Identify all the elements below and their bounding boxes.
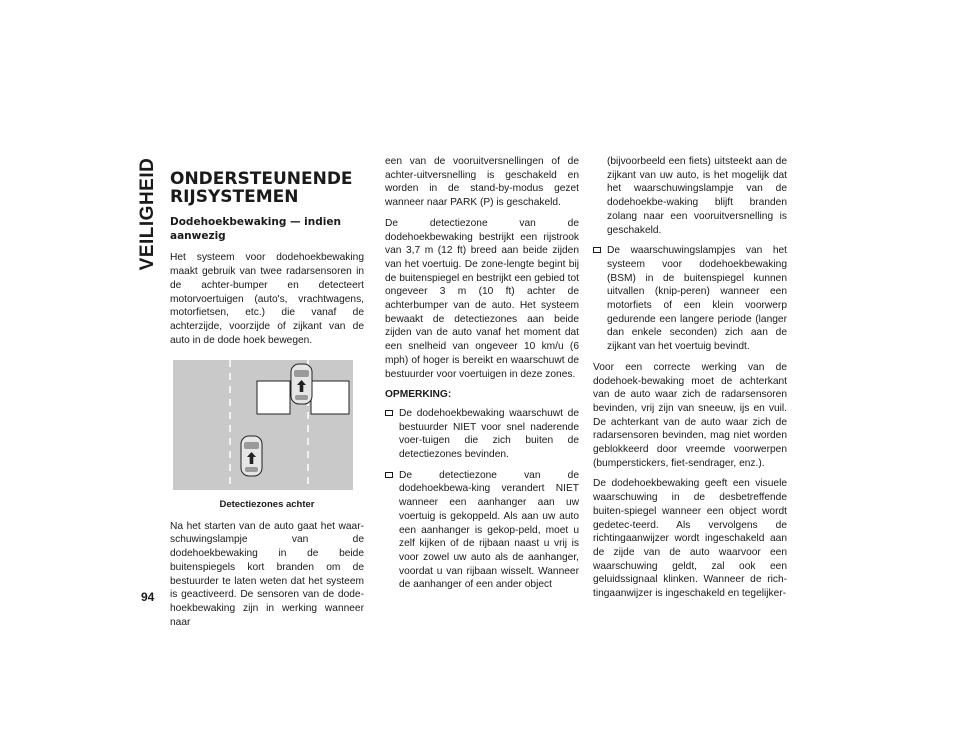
- list-item: [385, 469, 579, 592]
- paragraph: De dodehoekbewaking geeft een visuele waarschuwing in de desbetreffende buiten-spiegel wanneer een object wordt gedetec-teerd. Als vervolgens de richtingaanwijzer wordt ingeschakeld aan de zijde van de auto waarvoor een waarschuwing geldt, zal ook een geluidssignaal klinken. Wanneer de rich-tingaanwijzer is ingeschakeld en tegelijker-: [593, 478, 787, 600]
- list-item: [593, 244, 787, 354]
- paragraph: De detectiezone van de dodehoekbewaking bestrijkt een rijstrook van 3,7 m (12 ft) breed aan beide zijden van het voertuig. De zone-lengte begint bij de buitenspiegel en bestrijkt een gebied tot ongeveer 3 m (10 ft) achter de achterbumper van de auto. Het systeem bewaakt de detectiezones aan beide zijden van de auto vanaf het moment dat een snelheid van ongeveer 10 km/u (6 mph) of hoger is bereikt en waarschuwt de bestuurder voor voertuigen in deze zones.: [385, 217, 579, 380]
- section-side-tab-label: VEILIGHEID: [137, 157, 158, 271]
- car-top-view-icon: [241, 436, 262, 476]
- detection-zone-right: [311, 381, 349, 414]
- paragraph: Het systeem voor dodehoekbewaking maakt gebruik van twee radarsensoren in de achter-bumper en detecteert motorvoertuigen (auto's, vrachtwagens, motorfietsen, etc.) die vanaf de achterzijde, voorzijde of zijkant van de auto in de dode hoek bewegen.: [170, 252, 364, 346]
- car-top-view-icon: [291, 364, 312, 404]
- list-item-text: De waarschuwingslampjes van het systeem voor dodehoekbewaking (BSM) in de buitenspiegel kunnen uitvallen (knip-peren) wanneer een motorfiets of een klein voorwerp gedurende een langere periode (langer dan enkele seconden) zich aan de zijkant van het voertuig bevindt.: [607, 245, 787, 353]
- detection-zones-figure: [173, 360, 353, 490]
- figure-caption: Detectiezones achter: [219, 499, 315, 511]
- page-number: 94: [141, 590, 155, 604]
- checkbox-bullet-icon: [593, 247, 601, 253]
- paragraph: een van de vooruitversnellingen of de achter-uitversnelling is geschakeld en worden in de stand-by-modus gezet wanneer naar PARK (P) is geschakeld.: [385, 156, 579, 209]
- list-item-continuation: (bijvoorbeeld een fiets) uitsteekt aan de zijkant van uw auto, is het mogelijk dat het waarschuwingslampje van de dodehoekbe-waking blijft branden zolang naar een vooruitversnelling is geschakeld.: [607, 156, 787, 236]
- column-3: [593, 155, 787, 608]
- checkbox-bullet-icon: [385, 472, 393, 478]
- checkbox-bullet-icon: [385, 410, 393, 416]
- note-heading: OPMERKING:: [385, 389, 452, 401]
- subsection-title: Dodehoekbewaking — indien aanwezig: [170, 216, 341, 242]
- list-item-text: De detectiezone van de dodehoekbewa-king verandert NIET wanneer een aanhanger aan uw voertuig is gekoppeld. Als aan uw auto een aanhanger is gekop-peld, moet u zelf kijken of de rijbaan naast u vrij is voor zowel uw auto als de aanhanger, voordat u van rijbaan wisselt. Wanneer de aanhanger of een ander object: [399, 469, 579, 591]
- column-1: [170, 170, 364, 636]
- detection-zone-left: [257, 381, 290, 414]
- paragraph: Voor een correcte werking van de dodehoek-bewaking moet de achterkant van de auto waar zich de radarsensoren bevinden, vrij zijn van sneeuw, ijs en vuil. De achterkant van de auto waar zich de radarsensoren bevinden, mag niet worden geblokkeerd door vreemde voorwerpen (bumperstickers, fiet-sendrager, enz.).: [593, 361, 787, 469]
- list-item: [385, 407, 579, 462]
- section-side-tab: [137, 157, 158, 271]
- road-surface: [173, 360, 353, 490]
- paragraph: Na het starten van de auto gaat het waar-schuwingslampje van de dodehoekbewaking in de beide buitenspiegels kort branden om de bestuurder te laten weten dat het systeem is geactiveerd. De sensoren van de dode-hoekbewaking zijn in werking wanneer naar: [170, 520, 364, 628]
- list-item-text: De dodehoekbewaking waarschuwt de bestuurder NIET voor snel naderende voer-tuigen die zich buiten de detectiezones bevinden.: [399, 407, 579, 461]
- column-2: [385, 155, 579, 599]
- section-title: ONDERSTEUNENDE RIJSYSTEMEN: [170, 169, 353, 207]
